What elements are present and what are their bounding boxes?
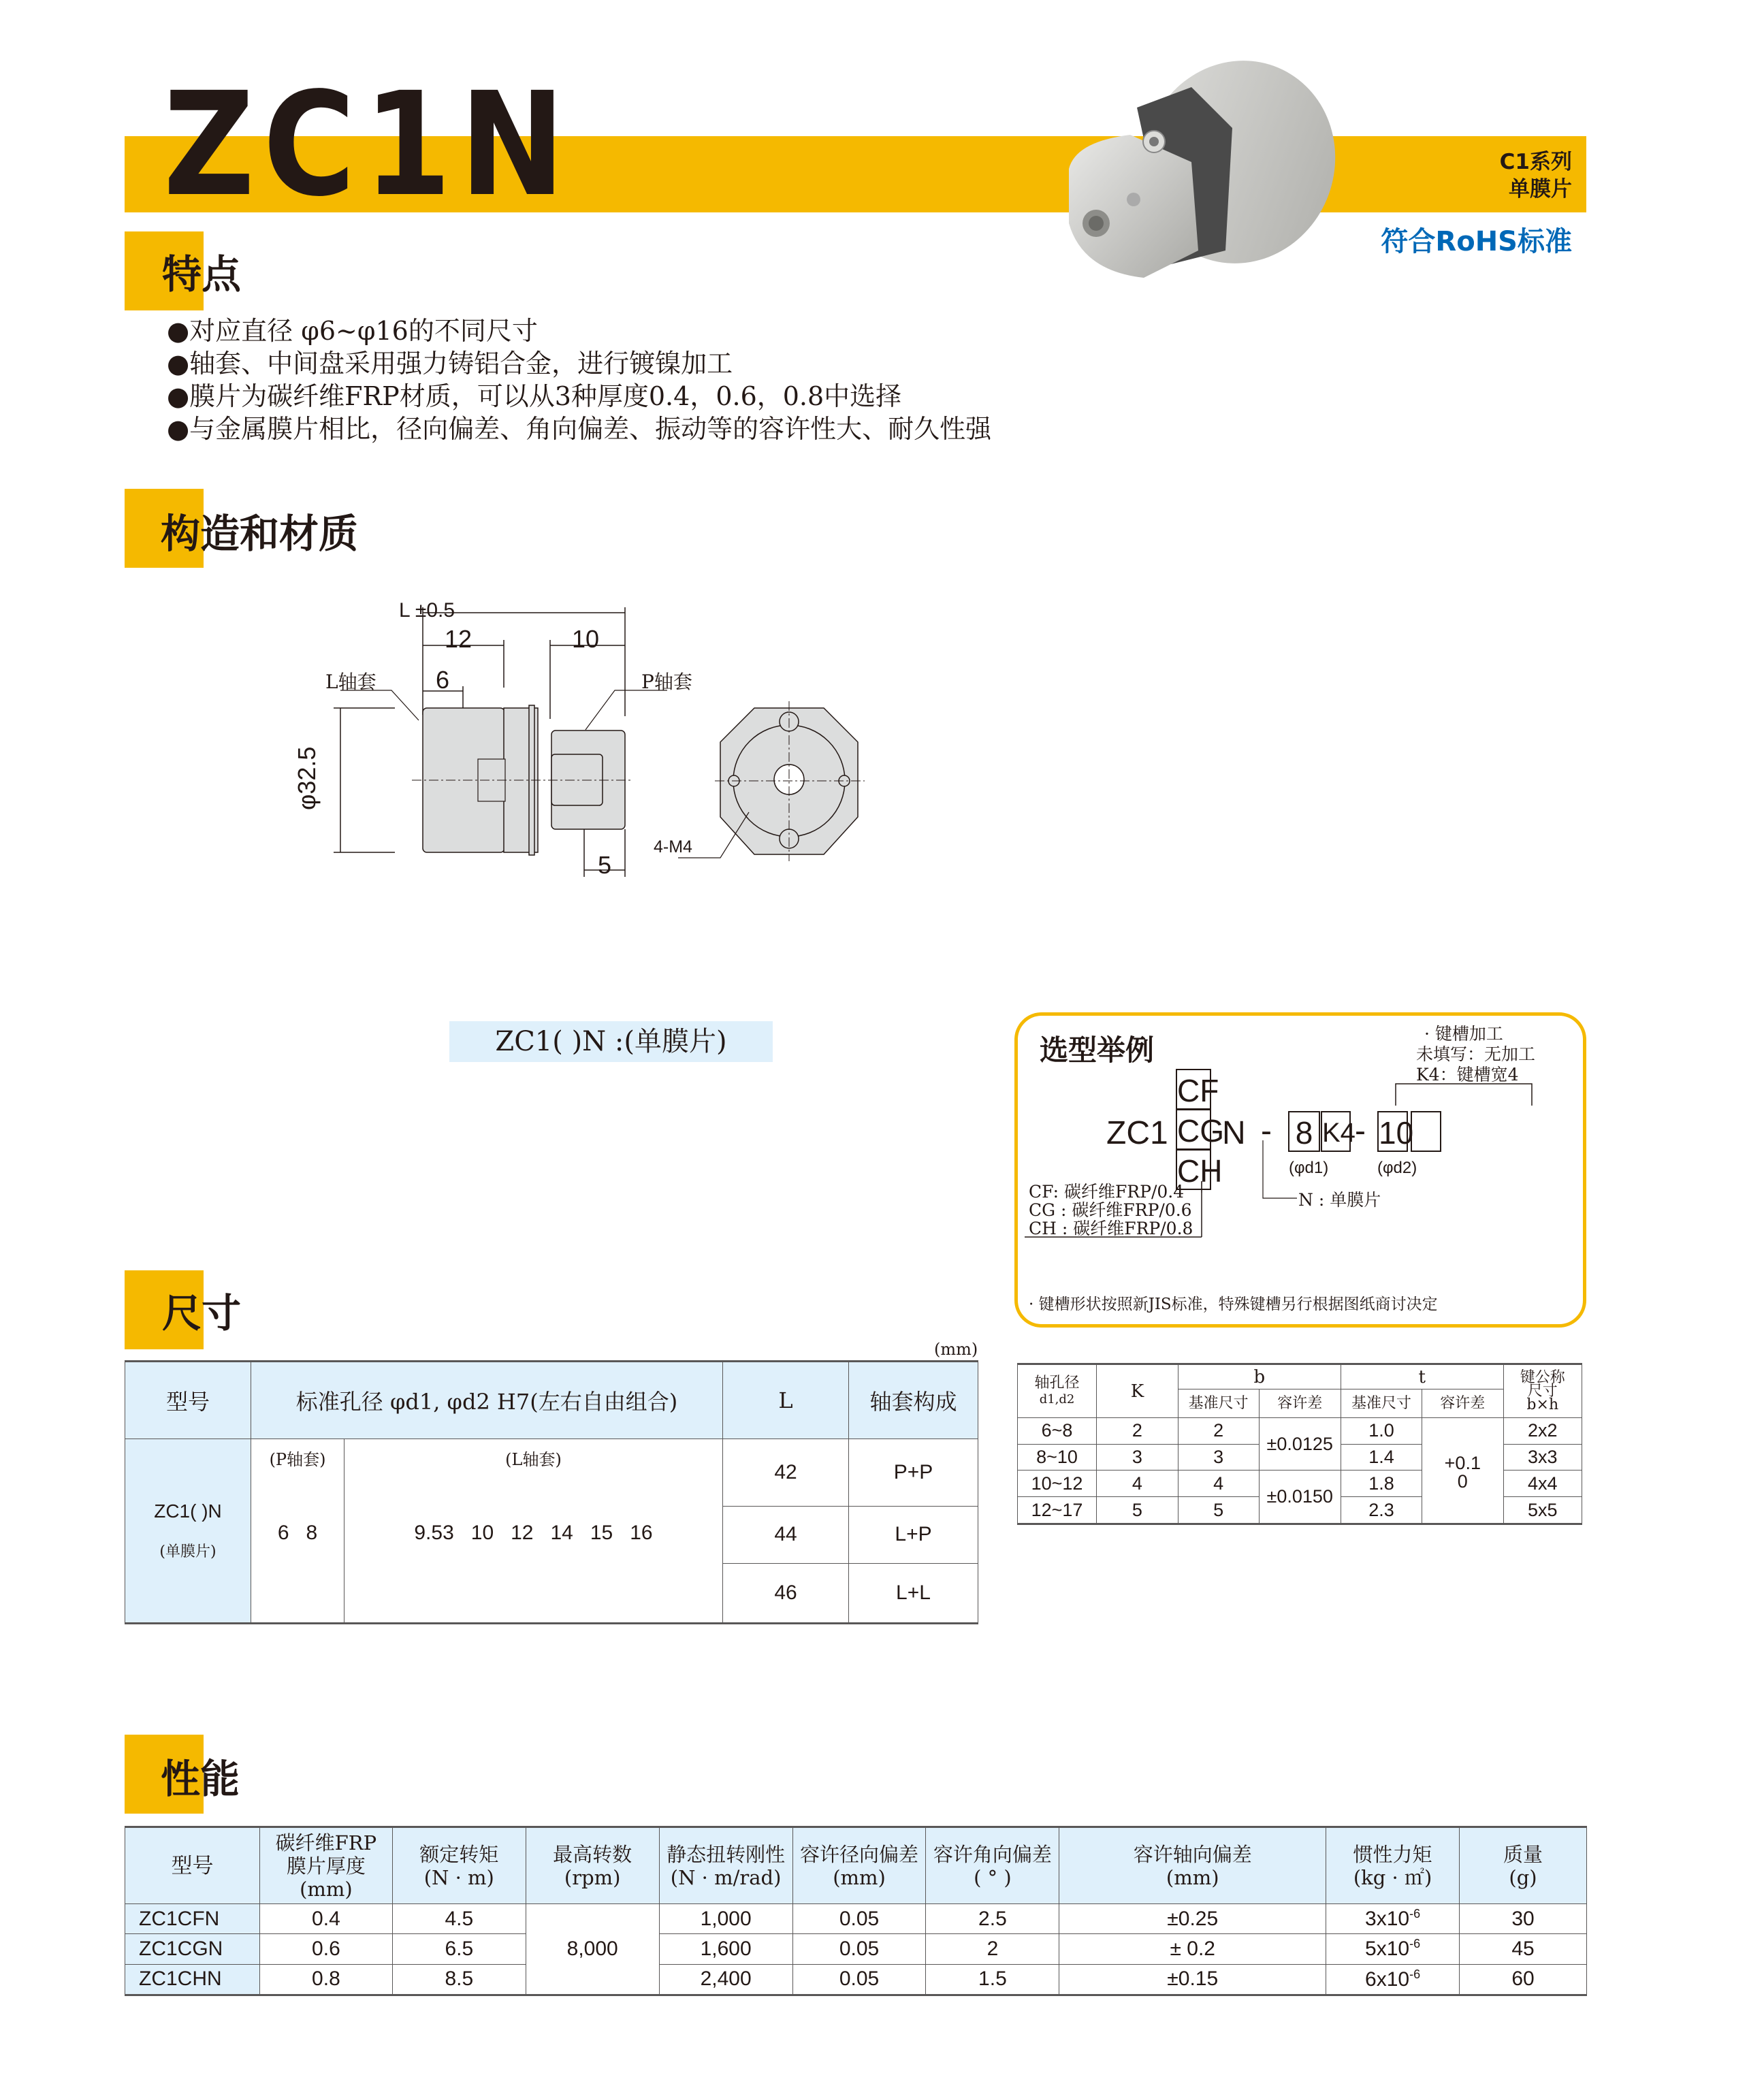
L-value: 46 — [723, 1564, 849, 1624]
keyway-note: · 键槽加工 未填写：无加工 K4：键槽宽4 — [1416, 1024, 1536, 1084]
code-n: N — [1222, 1115, 1246, 1151]
feature-item: ●轴套、中间盘采用强力铸铝合金，进行镀镍加工 — [167, 349, 733, 379]
code-d1: 8 — [1288, 1111, 1320, 1152]
hub-value: L+L — [849, 1564, 978, 1624]
label-p-hub: P轴套 — [641, 671, 692, 693]
table-row: 6~8 2 2 ±0.0125 1.0 +0.1 0 2x2 — [1018, 1418, 1582, 1445]
col-L: L — [723, 1362, 849, 1439]
feature-item: ●与金属膜片相比，径向偏差、角向偏差、振动等的容许性大、耐久性强 — [167, 414, 992, 444]
technical-drawing — [293, 585, 953, 1021]
selection-heading: 选型举例 — [1040, 1033, 1155, 1067]
table-row: 8~10 3 3 1.4 3x3 — [1018, 1444, 1582, 1471]
feature-list — [167, 315, 991, 445]
section-heading-structure: 构造和材质 — [161, 511, 359, 557]
l-hub-cell: (L轴套) 9.53 10 12 14 15 16 — [344, 1439, 723, 1623]
label-d1: (φd1) — [1289, 1159, 1329, 1177]
section-heading-features: 特点 — [162, 251, 242, 298]
table-header-row — [125, 1362, 978, 1439]
max-speed: 8,000 — [526, 1904, 659, 1995]
feature-item: ●膜片为碳纤维FRP材质，可以从3种厚度0.4，0.6，0.8中选择 — [167, 381, 902, 411]
L-value: 44 — [723, 1506, 849, 1564]
label-d2: (φd2) — [1377, 1159, 1417, 1177]
col-key: 键公称 尺寸 b×h — [1503, 1364, 1582, 1418]
dim-diameter: φ32.5 — [293, 746, 321, 810]
label-l-hub: L轴套 — [325, 671, 376, 693]
col-hub: 轴套构成 — [849, 1362, 978, 1439]
section-heading-dimensions: 尺寸 — [162, 1290, 242, 1336]
performance-table — [125, 1826, 1587, 1996]
table-row: ZC1CFN 0.4 4.5 8,000 1,000 0.05 2.5 ±0.25 $3x10^{-6}$ 30 — [125, 1904, 1587, 1934]
feature-item: ●对应直径 φ6~φ16的不同尺寸 — [167, 316, 538, 346]
table-header-row: 型号 碳纤维FRP 膜片厚度 (mm) 额定转矩 (N · m) 最高转数 (rpm) 静态扭转刚性 (N · m/rad) 容许径向偏差 (mm) 容许角向偏差 ( ° ) 容许轴向偏差 (mm) 惯性力矩 (kg · ㎡) 质量 (g) — [125, 1827, 1587, 1904]
code-keyway-2 — [1411, 1111, 1441, 1152]
col-model: 型号 — [125, 1362, 251, 1439]
dim-12: 12 — [445, 625, 472, 653]
hub-value: P+P — [849, 1439, 978, 1506]
col-k: K — [1097, 1364, 1178, 1418]
series-type: 单膜片 — [1509, 177, 1572, 202]
table-row: 12~17 5 5 2.3 5x5 — [1018, 1497, 1582, 1524]
col-b: b — [1178, 1364, 1341, 1389]
p-hub-cell: (P轴套) 6 8 — [251, 1439, 344, 1623]
selection-example-box — [1014, 1012, 1586, 1328]
option-cf: CF — [1176, 1069, 1211, 1110]
series-label — [1500, 148, 1572, 203]
table-row — [125, 1439, 978, 1506]
dim-L: L ±0.5 — [399, 599, 455, 622]
dim-5: 5 — [598, 851, 612, 879]
option-cg: CG — [1176, 1109, 1211, 1150]
material-notes: CF: 碳纤维FRP/0.4 CG : 碳纤维FRP/0.6 CH : 碳纤维FRP/0.8 — [1029, 1182, 1193, 1238]
dimensions-table — [125, 1360, 978, 1624]
section-heading-performance: 性能 — [161, 1756, 240, 1802]
series-name: C1系列 — [1499, 150, 1572, 174]
code-d2: 10 — [1377, 1111, 1408, 1152]
dim-10: 10 — [572, 625, 600, 653]
code-keyway: K4 — [1321, 1111, 1351, 1152]
option-ch: CH — [1176, 1149, 1211, 1190]
code-prefix: ZC1 — [1106, 1115, 1168, 1151]
hub-value: L+P — [849, 1506, 978, 1564]
table-row: ZC1CHN 0.8 8.5 2,400 0.05 1.5 ±0.15 $6x10^{-6}$ 60 — [125, 1964, 1587, 1995]
page-title: ZC1N — [163, 61, 574, 228]
code-dash: - — [1355, 1113, 1366, 1149]
product-photo — [1055, 46, 1341, 291]
drawing-caption: ZC1( )N :(单膜片) — [449, 1021, 773, 1062]
n-note: N : 单膜片 — [1298, 1190, 1381, 1210]
selection-footer: · 键槽形状按照新JIS标准，特殊键槽另行根据图纸商讨决定 — [1029, 1296, 1438, 1313]
table-row: 10~12 4 4 ±0.0150 1.8 4x4 — [1018, 1471, 1582, 1497]
L-value: 42 — [723, 1439, 849, 1506]
dim-6: 6 — [436, 666, 450, 694]
unit-label: (mm) — [934, 1340, 978, 1359]
col-bore: 轴孔径 d1,d2 — [1018, 1364, 1097, 1418]
keyway-table: 轴孔径 d1,d2 K b t 键公称 尺寸 b×h 基准尺寸 容许差 基准尺寸 容许差 6~8 2 2 ±0.0125 1.0 +0.1 0 2x2 8~10 3 3 1.4 3x3 10~12 4 4 ±0.0150 1.8 4x4 12~17 5 5 2.3 5x5 — [1017, 1363, 1582, 1525]
col-t: t — [1341, 1364, 1503, 1389]
model-cell: ZC1( )N (单膜片) — [125, 1439, 251, 1623]
label-screw: 4-M4 — [654, 837, 692, 856]
table-row: ZC1CGN 0.6 6.5 1,600 0.05 2 ± 0.2 $5x10^{-6}$ 45 — [125, 1934, 1587, 1964]
t-tolerance: +0.1 0 — [1422, 1418, 1503, 1524]
code-dash: - — [1261, 1113, 1272, 1149]
col-bore: 标准孔径 φd1, φd2 H7(左右自由组合) — [251, 1362, 723, 1439]
rohs-badge: 符合RoHS标准 — [1381, 226, 1572, 257]
